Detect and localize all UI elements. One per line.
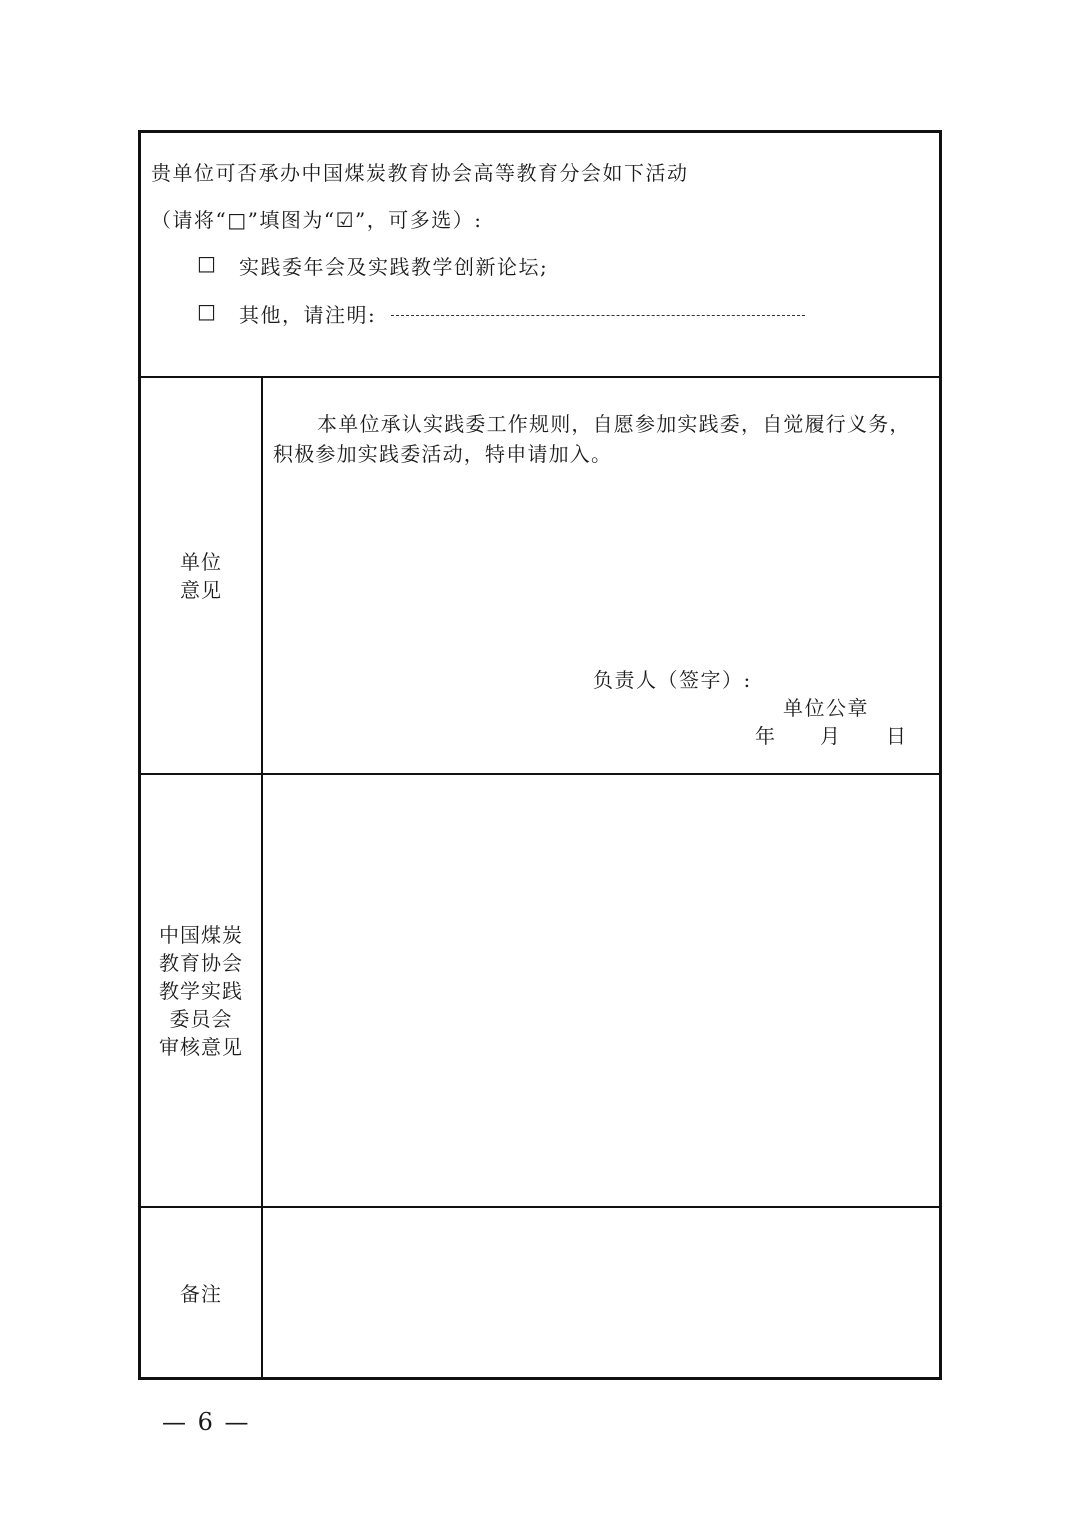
unit-opinion-label-line: 单位	[180, 549, 222, 574]
hosting-question: 贵单位可否承办中国煤炭教育协会高等教育分会如下活动	[151, 161, 689, 185]
statement-line-2: 积极参加实践委活动，特申请加入。	[273, 442, 613, 466]
checkbox-instruction: （请将“□”填图为“☑”，可多选）:	[151, 208, 483, 232]
seal-label: 单位公章	[783, 696, 869, 720]
review-label-line: 教学实践	[159, 978, 243, 1003]
date-day: 日	[886, 724, 908, 748]
statement-line-1: 本单位承认实践委工作规则，自愿参加实践委，自觉履行义务，	[317, 412, 911, 436]
application-form-table	[138, 130, 942, 1380]
remarks-row	[141, 1208, 939, 1380]
remarks-label-cell	[141, 1208, 263, 1380]
date-year: 年	[755, 724, 777, 748]
unit-opinion-row	[141, 378, 939, 775]
signature-label: 负责人（签字）:	[593, 668, 752, 692]
remarks-label: 备注	[180, 1282, 222, 1306]
page-number: — 6 —	[162, 1408, 251, 1436]
option-annual-meeting-checkbox[interactable]: □	[197, 251, 218, 275]
review-label-line: 委员会	[169, 1006, 233, 1031]
unit-opinion-content[interactable]	[263, 378, 939, 773]
option-annual-meeting-label: 实践委年会及实践教学创新论坛;	[239, 255, 549, 279]
review-label-line: 教育协会	[159, 950, 243, 975]
unit-opinion-label-line: 意见	[180, 577, 222, 602]
review-label-line: 审核意见	[159, 1034, 243, 1059]
option-other-label: 其他，请注明:	[239, 303, 377, 327]
option-other-checkbox[interactable]: □	[197, 299, 218, 323]
unit-opinion-label-cell	[141, 378, 263, 773]
review-label-line: 中国煤炭	[159, 922, 243, 947]
date-month: 月	[820, 724, 842, 748]
other-specify-line[interactable]	[391, 315, 805, 316]
review-opinion-label-cell	[141, 775, 263, 1206]
review-opinion-content[interactable]	[263, 775, 939, 1206]
hosting-activities-section	[141, 133, 939, 378]
review-opinion-row	[141, 775, 939, 1208]
remarks-content[interactable]	[263, 1208, 939, 1380]
